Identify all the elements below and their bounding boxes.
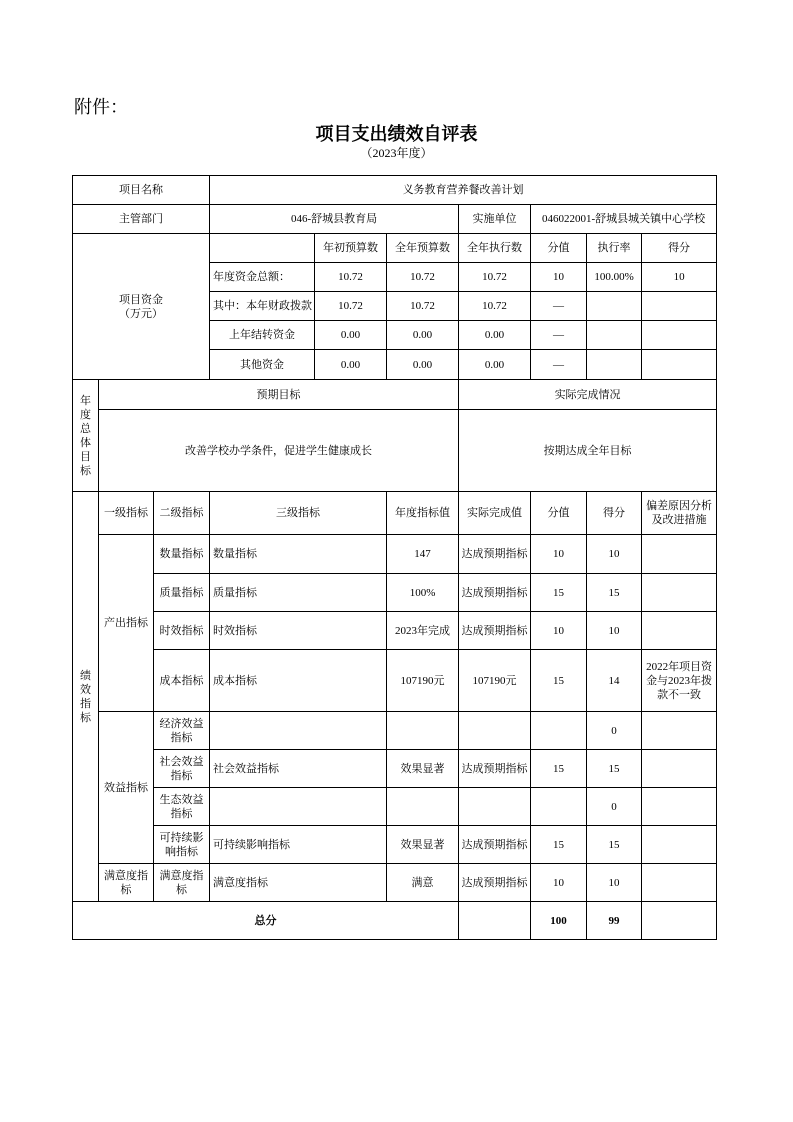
deviation-note	[642, 535, 717, 574]
header-score: 得分	[587, 492, 642, 535]
actual-value: 达成预期指标	[459, 864, 531, 902]
total-label: 总分	[73, 902, 459, 940]
deviation-note	[642, 750, 717, 788]
score-value: 15	[587, 750, 642, 788]
level2-indicator: 数量指标	[154, 535, 210, 574]
weight-value: 15	[531, 826, 587, 864]
level1-indicator: 产出指标	[99, 535, 154, 712]
indicator-row	[73, 535, 717, 574]
level1-indicator: 满意度指标	[99, 864, 154, 902]
total-row	[73, 902, 717, 940]
level3-indicator: 成本指标	[210, 650, 387, 712]
indicator-row	[73, 612, 717, 650]
funds-label	[73, 234, 210, 380]
goals-side-label	[73, 380, 99, 492]
exec-rate-value	[587, 292, 642, 321]
indicator-row	[73, 864, 717, 902]
implementer-label: 实施单位	[459, 205, 531, 234]
target-value: 效果显著	[387, 826, 459, 864]
expected-goal: 改善学校办学条件，促进学生健康成长	[99, 410, 459, 492]
funds-header-weight: 分值	[531, 234, 587, 263]
expected-goal-header: 预期目标	[99, 380, 459, 410]
funds-item: 其中：本年财政拨款	[210, 292, 315, 321]
header-level3: 三级指标	[210, 492, 387, 535]
funds-item: 年度资金总额：	[210, 263, 315, 292]
funds-header-annual-budget: 全年预算数	[387, 234, 459, 263]
executed-value: 10.72	[459, 292, 531, 321]
weight-value: 15	[531, 650, 587, 712]
funds-weight-value: —	[531, 292, 587, 321]
exec-rate-value	[587, 350, 642, 380]
level3-indicator: 可持续影响指标	[210, 826, 387, 864]
project-name-value: 义务教育营养餐改善计划	[210, 176, 717, 205]
initial-budget-value: 0.00	[315, 321, 387, 350]
initial-budget-value: 10.72	[315, 292, 387, 321]
actual-completion: 按期达成全年目标	[459, 410, 717, 492]
target-value: 2023年完成	[387, 612, 459, 650]
total-note-blank	[642, 902, 717, 940]
actual-completion-header: 实际完成情况	[459, 380, 717, 410]
score-value: 15	[587, 826, 642, 864]
exec-rate-value	[587, 321, 642, 350]
funds-item: 上年结转资金	[210, 321, 315, 350]
weight-value: 10	[531, 535, 587, 574]
initial-budget-value: 0.00	[315, 350, 387, 380]
actual-value: 达成预期指标	[459, 574, 531, 612]
indicator-row	[73, 574, 717, 612]
actual-value	[459, 788, 531, 826]
form-title: 项目支出绩效自评表	[315, 124, 478, 144]
deviation-note	[642, 864, 717, 902]
funds-score-value	[642, 292, 717, 321]
indicator-row	[73, 650, 717, 712]
funds-score-value	[642, 350, 717, 380]
target-value	[387, 712, 459, 750]
indicators-side-label	[73, 492, 99, 902]
funds-header-initial-budget: 年初预算数	[315, 234, 387, 263]
annual-budget-value: 0.00	[387, 321, 459, 350]
score-value: 0	[587, 712, 642, 750]
score-value: 10	[587, 612, 642, 650]
header-weight: 分值	[531, 492, 587, 535]
level2-indicator: 经济效益指标	[154, 712, 210, 750]
deviation-note	[642, 826, 717, 864]
annual-budget-value: 10.72	[387, 263, 459, 292]
level3-indicator: 满意度指标	[210, 864, 387, 902]
funds-weight-value: —	[531, 350, 587, 380]
department-value: 046-舒城县教育局	[210, 205, 459, 234]
actual-value: 达成预期指标	[459, 750, 531, 788]
level2-indicator: 质量指标	[154, 574, 210, 612]
level3-indicator: 质量指标	[210, 574, 387, 612]
department-label: 主管部门	[73, 205, 210, 234]
target-value: 100%	[387, 574, 459, 612]
goals-side-label-text: 年度总体目标	[80, 394, 91, 477]
level2-indicator: 生态效益指标	[154, 788, 210, 826]
funds-label-line2: （万元）	[119, 307, 164, 320]
target-value: 147	[387, 535, 459, 574]
level2-indicator: 可持续影响指标	[154, 826, 210, 864]
header-target: 年度指标值	[387, 492, 459, 535]
level3-indicator: 时效指标	[210, 612, 387, 650]
funds-score-value	[642, 321, 717, 350]
department-row	[73, 205, 717, 234]
deviation-note	[642, 574, 717, 612]
actual-value: 达成预期指标	[459, 612, 531, 650]
total-actual-blank	[459, 902, 531, 940]
self-evaluation-table	[72, 175, 717, 940]
goals-content-row	[73, 410, 717, 492]
score-value: 0	[587, 788, 642, 826]
level3-indicator	[210, 788, 387, 826]
funds-label-line1: 项目资金	[119, 293, 164, 306]
funds-header-row	[73, 234, 717, 263]
indicator-row	[73, 750, 717, 788]
actual-value: 达成预期指标	[459, 826, 531, 864]
score-value: 10	[587, 535, 642, 574]
annual-budget-value: 0.00	[387, 350, 459, 380]
funds-weight-value: —	[531, 321, 587, 350]
level1-indicator: 效益指标	[99, 712, 154, 864]
level3-indicator: 社会效益指标	[210, 750, 387, 788]
deviation-note	[642, 712, 717, 750]
executed-value: 0.00	[459, 321, 531, 350]
project-name-row	[73, 176, 717, 205]
actual-value: 达成预期指标	[459, 535, 531, 574]
level3-indicator	[210, 712, 387, 750]
target-value: 效果显著	[387, 750, 459, 788]
weight-value	[531, 712, 587, 750]
score-value: 15	[587, 574, 642, 612]
level2-indicator: 成本指标	[154, 650, 210, 712]
level2-indicator: 满意度指标	[154, 864, 210, 902]
level3-indicator: 数量指标	[210, 535, 387, 574]
actual-value	[459, 712, 531, 750]
implementer-value: 046022001-舒城县城关镇中心学校	[531, 205, 717, 234]
executed-value: 10.72	[459, 263, 531, 292]
weight-value: 10	[531, 864, 587, 902]
score-value: 10	[587, 864, 642, 902]
indicators-header-row	[73, 492, 717, 535]
indicator-row	[73, 826, 717, 864]
indicators-side-label-text: 绩效指标	[80, 669, 91, 724]
header-note: 偏差原因分析及改进措施	[642, 492, 717, 535]
funds-header-score: 得分	[642, 234, 717, 263]
weight-value	[531, 788, 587, 826]
executed-value: 0.00	[459, 350, 531, 380]
funds-item: 其他资金	[210, 350, 315, 380]
total-score: 99	[587, 902, 642, 940]
weight-value: 15	[531, 750, 587, 788]
funds-header-exec-rate: 执行率	[587, 234, 642, 263]
project-name-label: 项目名称	[73, 176, 210, 205]
funds-score-value: 10	[642, 263, 717, 292]
funds-header-blank	[210, 234, 315, 263]
indicator-row	[73, 712, 717, 750]
weight-value: 10	[531, 612, 587, 650]
attachment-label: 附件：	[74, 97, 128, 117]
level2-indicator: 社会效益指标	[154, 750, 210, 788]
weight-value: 15	[531, 574, 587, 612]
target-value	[387, 788, 459, 826]
funds-header-executed: 全年执行数	[459, 234, 531, 263]
initial-budget-value: 10.72	[315, 263, 387, 292]
funds-weight-value: 10	[531, 263, 587, 292]
header-level2: 二级指标	[154, 492, 210, 535]
actual-value: 107190元	[459, 650, 531, 712]
form-year: （2023年度）	[360, 146, 433, 160]
deviation-note: 2022年项目资金与2023年拨款不一致	[642, 650, 717, 712]
score-value: 14	[587, 650, 642, 712]
header-level1: 一级指标	[99, 492, 154, 535]
exec-rate-value: 100.00%	[587, 263, 642, 292]
annual-budget-value: 10.72	[387, 292, 459, 321]
level2-indicator: 时效指标	[154, 612, 210, 650]
indicator-row	[73, 788, 717, 826]
header-actual: 实际完成值	[459, 492, 531, 535]
deviation-note	[642, 788, 717, 826]
goals-header-row	[73, 380, 717, 410]
target-value: 107190元	[387, 650, 459, 712]
total-weight: 100	[531, 902, 587, 940]
deviation-note	[642, 612, 717, 650]
target-value: 满意	[387, 864, 459, 902]
